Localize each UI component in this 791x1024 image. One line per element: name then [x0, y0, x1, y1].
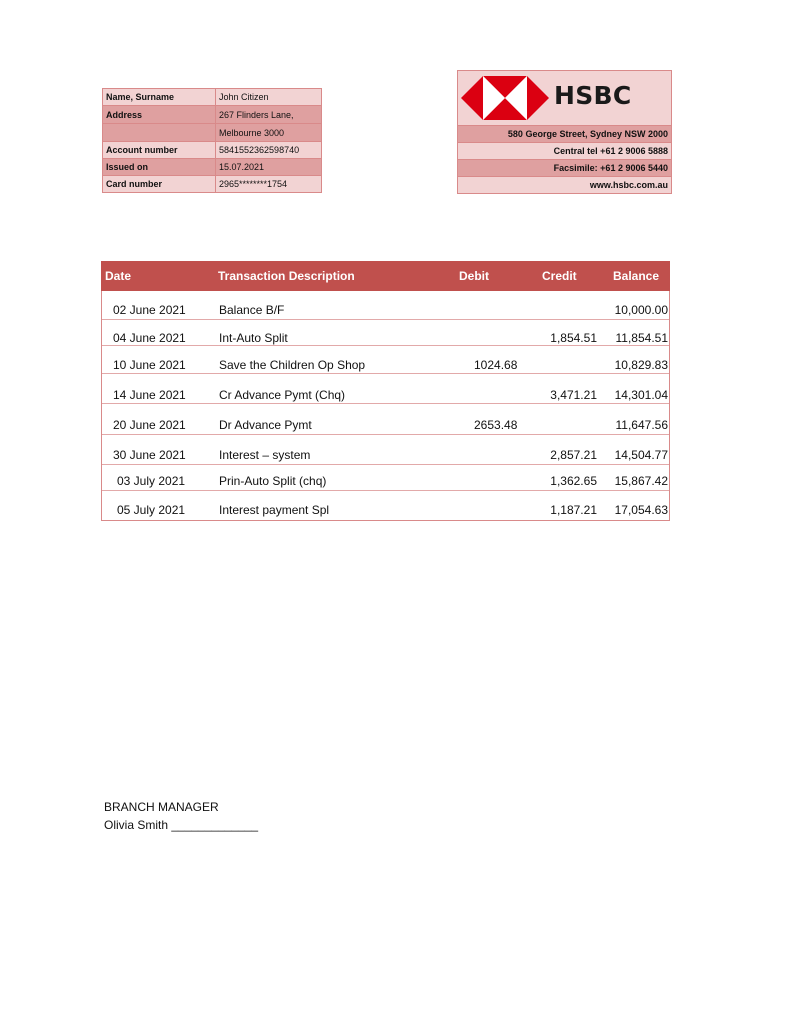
tx-description: Save the Children Op Shop — [219, 358, 366, 372]
bank-phone: Central tel +61 2 9006 5888 — [458, 142, 671, 159]
tx-description: Prin-Auto Split (chq) — [219, 474, 327, 488]
tx-balance: 17,054.63 — [614, 503, 668, 517]
tx-balance: 11,854.51 — [615, 331, 668, 345]
tx-balance: 10,000.00 — [614, 303, 668, 317]
info-label: Address — [103, 106, 216, 124]
info-row — [103, 159, 322, 176]
tx-balance: 15,867.42 — [614, 474, 668, 488]
info-row — [103, 142, 322, 159]
tx-balance: 14,301.04 — [614, 388, 668, 402]
info-value: John Citizen — [216, 89, 322, 106]
info-value: Melbourne 3000 — [216, 124, 322, 142]
signature-block — [104, 798, 258, 834]
tx-date: 03 July 2021 — [117, 474, 186, 488]
header-debit: Debit — [459, 269, 489, 283]
table-row — [102, 491, 669, 520]
header-date: Date — [105, 269, 132, 283]
tx-description: Balance B/F — [219, 303, 285, 317]
info-value: 15.07.2021 — [216, 159, 322, 176]
info-row — [103, 106, 322, 124]
header-balance: Balance — [613, 269, 660, 283]
tx-description: Interest payment Spl — [219, 503, 330, 517]
bank-address: 580 George Street, Sydney NSW 2000 — [458, 126, 671, 142]
tx-description: Int-Auto Split — [219, 331, 288, 345]
tx-date: 05 July 2021 — [117, 503, 186, 517]
account-info-body — [103, 89, 322, 193]
info-label: Issued on — [103, 159, 216, 176]
table-row — [102, 374, 669, 404]
tx-balance: 14,504.77 — [614, 448, 668, 462]
table-row — [102, 346, 669, 374]
info-value: 267 Flinders Lane, — [216, 106, 322, 124]
header-credit: Credit — [542, 269, 577, 283]
tx-date: 04 June 2021 — [113, 331, 186, 345]
info-label: Name, Surname — [103, 89, 216, 106]
info-label — [103, 124, 216, 142]
signature-name-line: Olivia Smith _____________ — [104, 818, 259, 832]
info-value: 2965********1754 — [216, 176, 322, 193]
tx-description: Cr Advance Pymt (Chq) — [219, 388, 346, 402]
tx-date: 30 June 2021 — [113, 448, 186, 462]
tx-credit: 3,471.21 — [550, 388, 597, 402]
table-row — [102, 320, 669, 346]
table-row — [102, 435, 669, 465]
transactions-table — [101, 291, 670, 521]
tx-date: 20 June 2021 — [113, 418, 186, 432]
bank-fax: Facsimile: +61 2 9006 5440 — [458, 159, 671, 176]
info-row — [103, 176, 322, 193]
tx-date: 10 June 2021 — [113, 358, 186, 372]
table-row — [102, 465, 669, 491]
hsbc-hexagon-icon — [461, 75, 549, 121]
tx-date: 02 June 2021 — [113, 303, 186, 317]
signature-title: BRANCH MANAGER — [104, 800, 219, 814]
tx-credit: 1,854.51 — [550, 331, 597, 345]
tx-debit: 1024.68 — [474, 358, 518, 372]
tx-debit: 2653.48 — [474, 418, 518, 432]
account-info-table — [102, 88, 322, 193]
bank-logo — [458, 71, 671, 126]
tx-credit: 1,362.65 — [550, 474, 597, 488]
bank-info-box — [457, 70, 672, 194]
tx-description: Interest – system — [219, 448, 311, 462]
info-row — [103, 124, 322, 142]
tx-balance: 10,829.83 — [614, 358, 668, 372]
info-label: Card number — [103, 176, 216, 193]
header-description: Transaction Description — [218, 269, 355, 283]
tx-balance: 11,647.56 — [615, 418, 668, 432]
tx-description: Dr Advance Pymt — [219, 418, 312, 432]
tx-date: 14 June 2021 — [113, 388, 186, 402]
bank-website: www.hsbc.com.au — [458, 176, 671, 193]
tx-credit: 2,857.21 — [550, 448, 597, 462]
transactions-header — [101, 261, 670, 291]
tx-credit: 1,187.21 — [550, 503, 597, 517]
info-value: 5841552362598740 — [216, 142, 322, 159]
table-row — [102, 291, 669, 320]
bank-logo-text: HSBC — [554, 81, 632, 110]
info-label: Account number — [103, 142, 216, 159]
info-row — [103, 89, 322, 106]
table-row — [102, 404, 669, 435]
